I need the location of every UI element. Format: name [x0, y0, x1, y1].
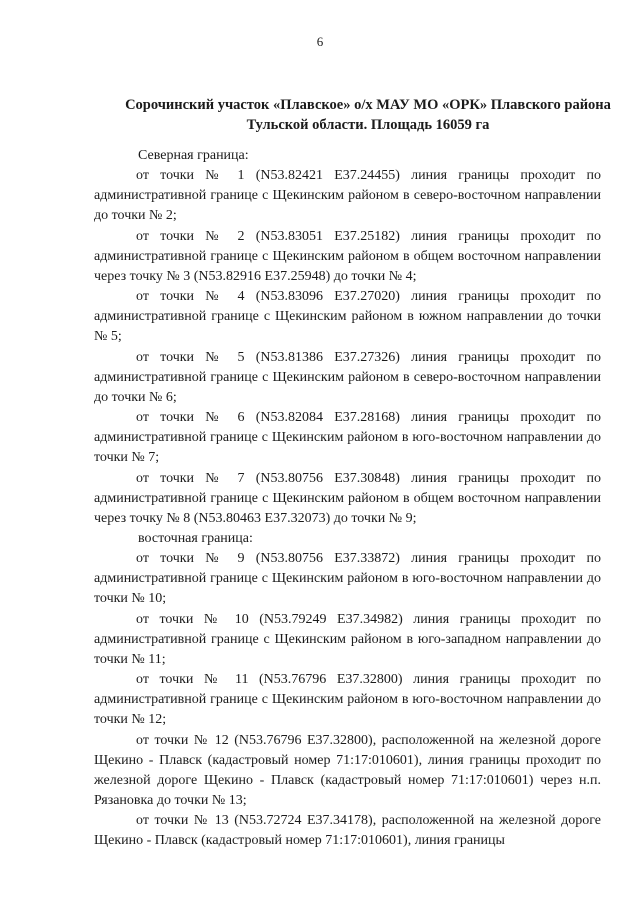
paragraph: от точки № 10 (N53.79249 E37.34982) линия границы проходит по административной границе с Щекинским районом в юго-западном направлении до точки № 11; [94, 611, 601, 667]
paragraph: от точки № 5 (N53.81386 E37.27326) линия границы проходит по административной границе с Щекинским районом в северо-восточном направлении до точки № 6; [94, 349, 601, 405]
paragraph: от точки № 4 (N53.83096 E37.27020) линия границы проходит по административной границе с Щекинским районом в южном направлении до точки № 5; [94, 289, 601, 345]
paragraph: от точки № 9 (N53.80756 E37.33872) линия границы проходит по административной границе с Щекинским районом в юго-восточном направлении до точки № 10; [94, 551, 601, 607]
paragraph: от точки № 1 (N53.82421 E37.24455) линия границы проходит по административной границе с Щекинским районом в северо-восточном направлении до точки № 2; [94, 168, 601, 224]
paragraph: от точки № 6 (N53.82084 E37.28168) линия границы проходит по административной границе с Щекинским районом в юго-восточном направлении до точки № 7; [94, 410, 601, 466]
section-heading-east: восточная граница: [138, 530, 253, 546]
paragraph: от точки № 11 (N53.76796 E37.32800) линия границы проходит по административной границе с Щекинским районом в юго-восточном направлении до точки № 12; [94, 672, 601, 728]
section-heading-north: Северная граница: [138, 148, 249, 163]
paragraph: от точки № 13 (N53.72724 E37.34178), расположенной на железной дороге Щекино - Плавск (кадастровый номер 71:17:010601), линия границы [94, 813, 601, 849]
paragraph: от точки № 2 (N53.83051 E37.25182) линия границы проходит по административной границе с Щекинским районом в общем восточном направлении через точку № 3 (N53.82916 E37.25948) до точки № 4; [94, 228, 601, 284]
paragraph: от точки № 12 (N53.76796 E37.32800), расположенной на железной дороге Щекино - Плавск (кадастровый номер 71:17:010601), линия границы проходит по железной дороге Щекино - Плавск (кадастровый номер 71:17:010601) через н.п. Рязановка до точки № 13; [94, 732, 601, 808]
page-number: 6 [316, 34, 324, 49]
paragraph: от точки № 7 (N53.80756 E37.30848) линия границы проходит по административной границе с Щекинским районом в общем восточном направлении через точку № 8 (N53.80463 E37.32073) до точки № 9; [94, 470, 601, 526]
document-title: Сорочинский участок «Плавское» о/х МАУ МО «ОРК» Плавского района Тульской области. Площадь 16059 га [125, 97, 611, 133]
document-body [94, 146, 601, 851]
